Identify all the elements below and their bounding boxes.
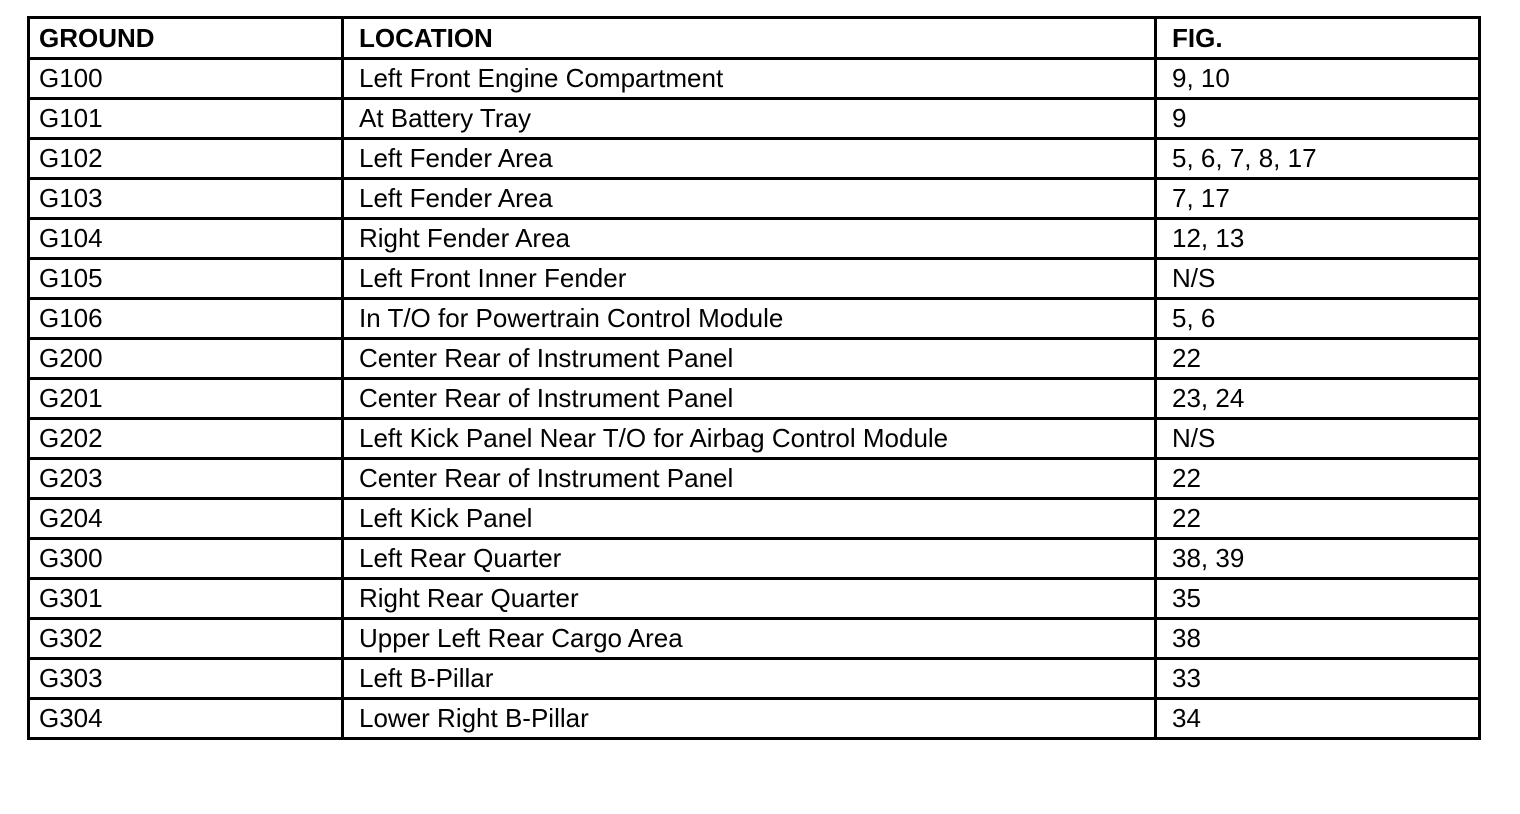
- cell-fig: 35: [1156, 579, 1480, 619]
- cell-ground: G300: [29, 539, 343, 579]
- table-row: [29, 139, 1480, 179]
- header-fig: FIG.: [1156, 18, 1480, 59]
- cell-location: Left B-Pillar: [343, 659, 1156, 699]
- table-row: [29, 459, 1480, 499]
- table-row: [29, 419, 1480, 459]
- cell-location: Left Fender Area: [343, 139, 1156, 179]
- cell-ground: G303: [29, 659, 343, 699]
- cell-ground: G301: [29, 579, 343, 619]
- cell-ground: G103: [29, 179, 343, 219]
- cell-fig: 5, 6, 7, 8, 17: [1156, 139, 1480, 179]
- cell-ground: G202: [29, 419, 343, 459]
- cell-fig: 7, 17: [1156, 179, 1480, 219]
- cell-fig: 5, 6: [1156, 299, 1480, 339]
- cell-location: Left Kick Panel Near T/O for Airbag Control Module: [343, 419, 1156, 459]
- table-row: [29, 219, 1480, 259]
- cell-ground: G101: [29, 99, 343, 139]
- cell-fig: 9, 10: [1156, 59, 1480, 99]
- cell-fig: 22: [1156, 459, 1480, 499]
- cell-location: Upper Left Rear Cargo Area: [343, 619, 1156, 659]
- cell-fig: 38, 39: [1156, 539, 1480, 579]
- table-body: [29, 59, 1480, 739]
- cell-location: Right Fender Area: [343, 219, 1156, 259]
- cell-ground: G204: [29, 499, 343, 539]
- table-row: [29, 259, 1480, 299]
- table-row: [29, 499, 1480, 539]
- cell-fig: 38: [1156, 619, 1480, 659]
- cell-location: Left Kick Panel: [343, 499, 1156, 539]
- table-row: [29, 619, 1480, 659]
- table-row: [29, 659, 1480, 699]
- cell-fig: 23, 24: [1156, 379, 1480, 419]
- cell-ground: G304: [29, 699, 343, 739]
- table-row: [29, 539, 1480, 579]
- cell-ground: G100: [29, 59, 343, 99]
- ground-location-table: [27, 16, 1481, 740]
- header-row: [29, 18, 1480, 59]
- cell-ground: G203: [29, 459, 343, 499]
- cell-ground: G105: [29, 259, 343, 299]
- table-row: [29, 59, 1480, 99]
- ground-location-table-container: [27, 16, 1478, 740]
- table-row: [29, 99, 1480, 139]
- cell-fig: N/S: [1156, 259, 1480, 299]
- cell-fig: 33: [1156, 659, 1480, 699]
- cell-ground: G302: [29, 619, 343, 659]
- table-row: [29, 379, 1480, 419]
- cell-location: Center Rear of Instrument Panel: [343, 339, 1156, 379]
- cell-ground: G106: [29, 299, 343, 339]
- table-row: [29, 179, 1480, 219]
- cell-location: At Battery Tray: [343, 99, 1156, 139]
- cell-ground: G200: [29, 339, 343, 379]
- cell-location: Center Rear of Instrument Panel: [343, 459, 1156, 499]
- cell-ground: G102: [29, 139, 343, 179]
- cell-fig: 22: [1156, 499, 1480, 539]
- table-row: [29, 699, 1480, 739]
- cell-fig: 22: [1156, 339, 1480, 379]
- cell-fig: 12, 13: [1156, 219, 1480, 259]
- cell-fig: N/S: [1156, 419, 1480, 459]
- cell-location: Left Rear Quarter: [343, 539, 1156, 579]
- cell-ground: G104: [29, 219, 343, 259]
- cell-fig: 9: [1156, 99, 1480, 139]
- cell-ground: G201: [29, 379, 343, 419]
- cell-location: Left Front Engine Compartment: [343, 59, 1156, 99]
- header-location: LOCATION: [343, 18, 1156, 59]
- cell-location: Lower Right B-Pillar: [343, 699, 1156, 739]
- cell-location: Center Rear of Instrument Panel: [343, 379, 1156, 419]
- header-ground: GROUND: [29, 18, 343, 59]
- cell-location: Left Fender Area: [343, 179, 1156, 219]
- table-row: [29, 339, 1480, 379]
- table-row: [29, 579, 1480, 619]
- table-header: [29, 18, 1480, 59]
- cell-fig: 34: [1156, 699, 1480, 739]
- table-row: [29, 299, 1480, 339]
- cell-location: Right Rear Quarter: [343, 579, 1156, 619]
- cell-location: Left Front Inner Fender: [343, 259, 1156, 299]
- cell-location: In T/O for Powertrain Control Module: [343, 299, 1156, 339]
